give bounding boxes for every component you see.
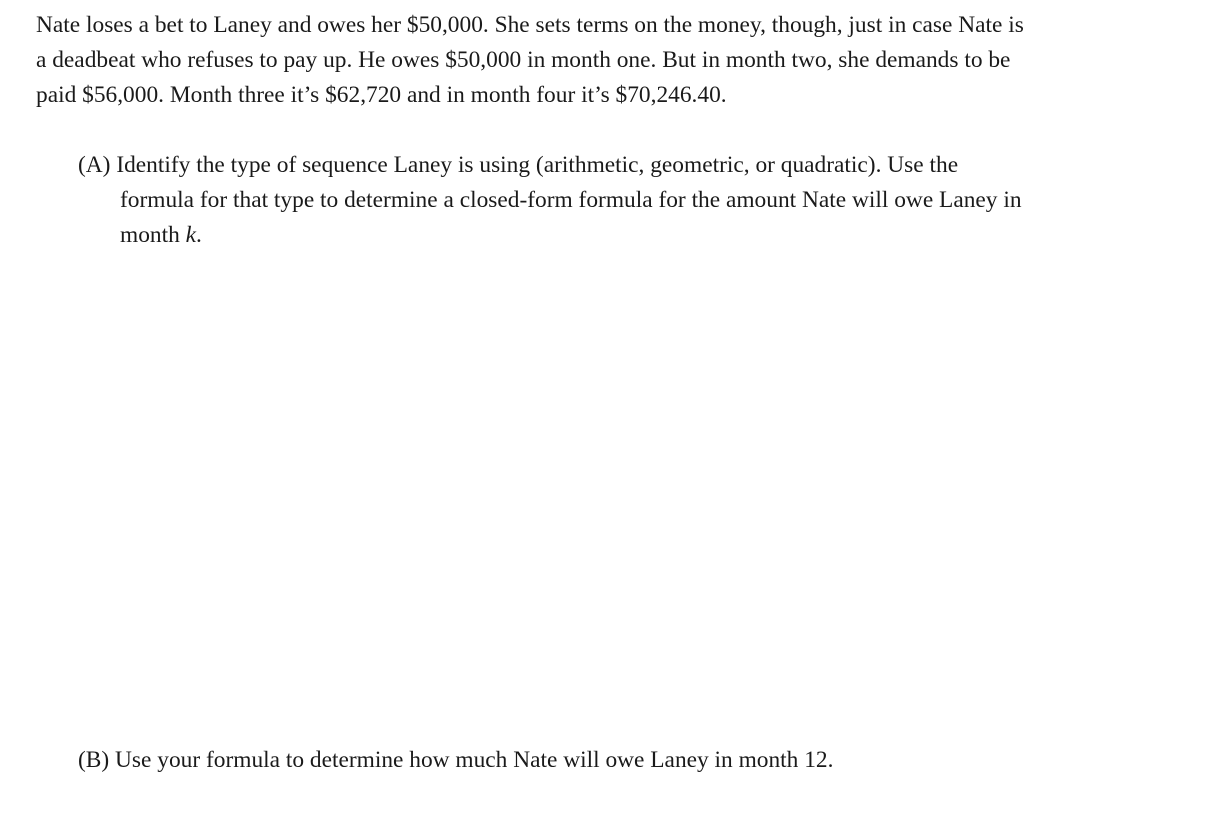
question-part-a <box>78 148 1022 253</box>
intro-line-1: Nate loses a bet to Laney and owes her $50,000. She sets terms on the money, though, just in case Nate is <box>36 12 1024 38</box>
part-a-line-2: formula for that type to determine a closed-form formula for the amount Nate will owe Laney in <box>120 187 1022 213</box>
part-a-line-3-prefix: month <box>120 222 186 248</box>
part-a-line-3-suffix: . <box>196 222 202 248</box>
problem-intro <box>36 8 1156 113</box>
part-a-line-3 <box>78 218 1022 253</box>
answer-space-part-a <box>78 260 1138 720</box>
part-a-line-1: (A) Identify the type of sequence Laney is using (arithmetic, geometric, or quadratic). Use the <box>78 152 959 178</box>
intro-line-3: paid $56,000. Month three it’s $62,720 and in month four it’s $70,246.40. <box>36 82 727 108</box>
intro-line-2: a deadbeat who refuses to pay up. He owes $50,000 in month one. But in month two, she demands to be <box>36 47 1011 73</box>
question-part-b <box>78 743 833 778</box>
part-b-text: (B) Use your formula to determine how much Nate will owe Laney in month 12. <box>78 747 834 773</box>
variable-k: k <box>185 222 197 248</box>
